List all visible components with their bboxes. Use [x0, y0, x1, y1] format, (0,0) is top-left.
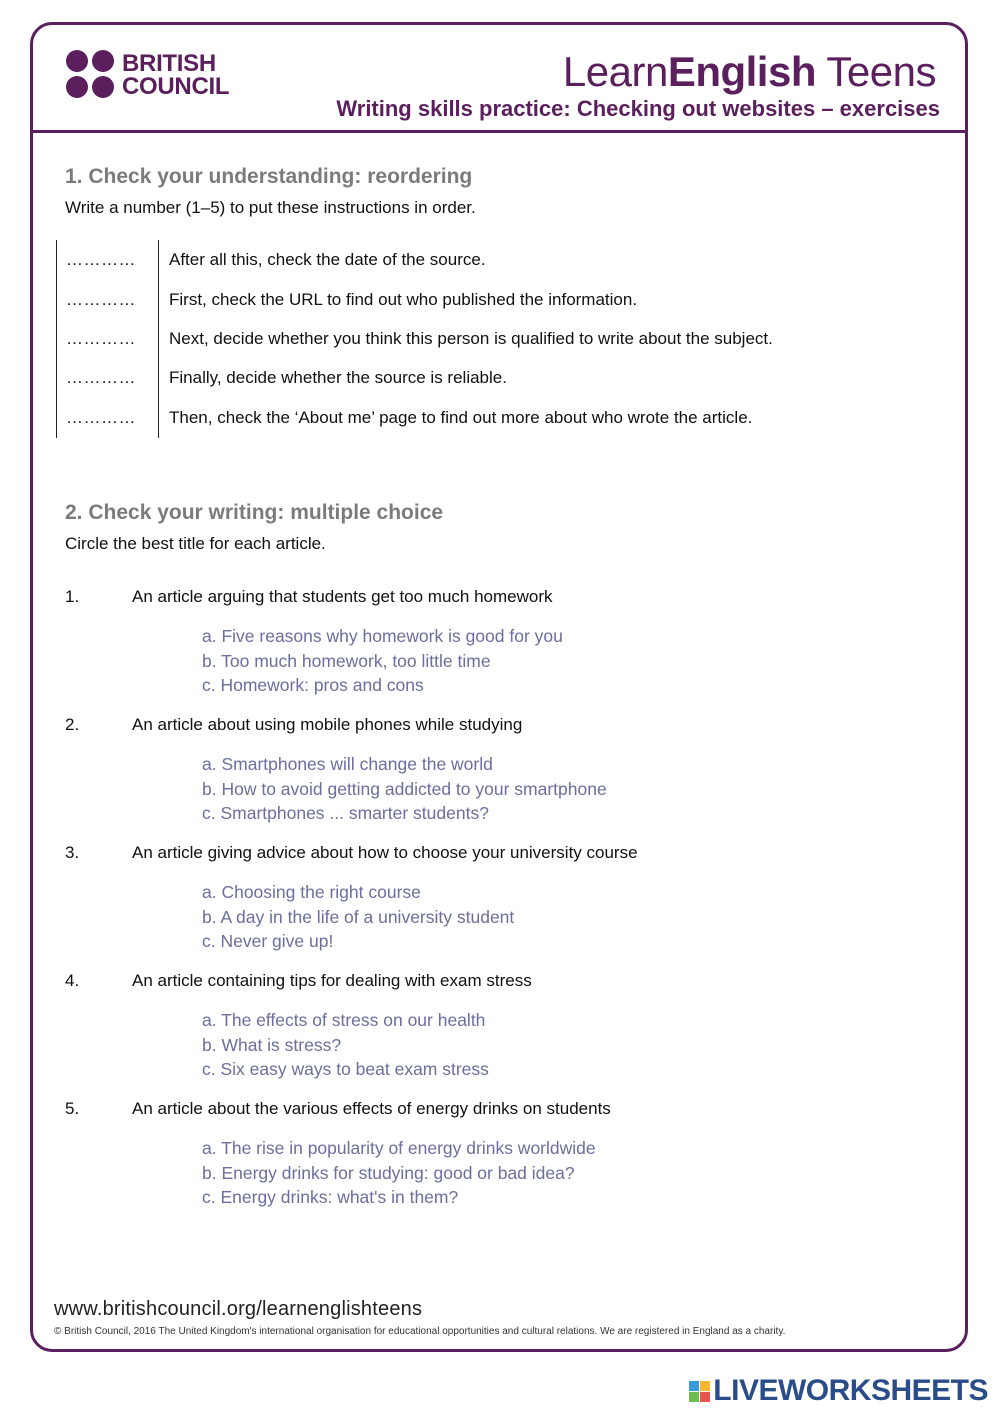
section1-title: 1. Check your understanding: reordering — [65, 165, 473, 188]
instruction-text: Then, check the ‘About me’ page to find out more about who wrote the article. — [169, 408, 753, 427]
instruction-text: Finally, decide whether the source is reliable. — [169, 368, 507, 387]
liveworksheets-logo-icon — [689, 1381, 710, 1402]
liveworksheets-watermark — [689, 1374, 988, 1408]
instruction-text: After all this, check the date of the source. — [169, 250, 486, 269]
question-text: An article containing tips for dealing with exam stress — [132, 971, 532, 990]
reorder-table — [56, 240, 907, 438]
footer-url[interactable]: www.britishcouncil.org/learnenglishteens — [54, 1298, 423, 1320]
answer-blank[interactable]: ………… — [66, 329, 136, 348]
question-text: An article about the various effects of energy drinks on students — [132, 1099, 611, 1118]
option-a[interactable]: a. Smartphones will change the world — [202, 754, 493, 774]
section2-instruction: Circle the best title for each article. — [65, 534, 326, 553]
option-b[interactable]: b. What is stress? — [202, 1035, 342, 1055]
answer-blank[interactable]: ………… — [66, 290, 136, 309]
question-text: An article giving advice about how to choose your university course — [132, 843, 638, 862]
question-number: 4. — [65, 971, 80, 990]
option-c[interactable]: c. Homework: pros and cons — [202, 675, 424, 695]
liveworksheets-text: LIVEWORKSHEETS — [713, 1374, 988, 1407]
section1-instruction: Write a number (1–5) to put these instructions in order. — [65, 198, 476, 217]
option-a[interactable]: a. Choosing the right course — [202, 882, 421, 902]
question-number: 5. — [65, 1099, 80, 1118]
option-c[interactable]: c. Smartphones ... smarter students? — [202, 803, 489, 823]
table-column-divider — [158, 240, 159, 438]
option-a[interactable]: a. The effects of stress on our health — [202, 1010, 486, 1030]
option-c[interactable]: c. Never give up! — [202, 931, 334, 951]
option-b[interactable]: b. Too much homework, too little time — [202, 651, 491, 671]
header-divider — [30, 130, 968, 133]
question-number: 3. — [65, 843, 80, 862]
question-number: 2. — [65, 715, 80, 734]
worksheet-subtitle: Writing skills practice: Checking out websites – exercises — [336, 96, 940, 121]
section2-title: 2. Check your writing: multiple choice — [65, 501, 444, 524]
logo-dots-icon — [66, 50, 116, 100]
option-b[interactable]: b. Energy drinks for studying: good or bad idea? — [202, 1163, 575, 1183]
british-council-logo — [66, 50, 229, 100]
question-text: An article arguing that students get too much homework — [132, 587, 553, 606]
footer-copyright: © British Council, 2016 The United Kingdom's international organisation for educational opportunities and cultural relations. We are registered in England as a charity. — [54, 1326, 786, 1337]
option-a[interactable]: a. Five reasons why homework is good for you — [202, 626, 563, 646]
answer-blank[interactable]: ………… — [66, 250, 136, 269]
instruction-text: Next, decide whether you think this person is qualified to write about the subject. — [169, 329, 773, 348]
question-number: 1. — [65, 587, 80, 606]
option-b[interactable]: b. A day in the life of a university student — [202, 907, 515, 927]
question-text: An article about using mobile phones while studying — [132, 715, 523, 734]
answer-blank[interactable]: ………… — [66, 408, 136, 427]
option-b[interactable]: b. How to avoid getting addicted to your smartphone — [202, 779, 607, 799]
option-c[interactable]: c. Energy drinks: what's in them? — [202, 1187, 459, 1207]
option-a[interactable]: a. The rise in popularity of energy drinks worldwide — [202, 1138, 596, 1158]
logo-text: BRITISH COUNCIL — [122, 50, 230, 100]
learnenglish-teens-brand: LearnEnglish Teens — [562, 48, 936, 95]
answer-blank[interactable]: ………… — [66, 368, 136, 387]
instruction-text: First, check the URL to find out who published the information. — [169, 290, 638, 309]
option-c[interactable]: c. Six easy ways to beat exam stress — [202, 1059, 489, 1079]
